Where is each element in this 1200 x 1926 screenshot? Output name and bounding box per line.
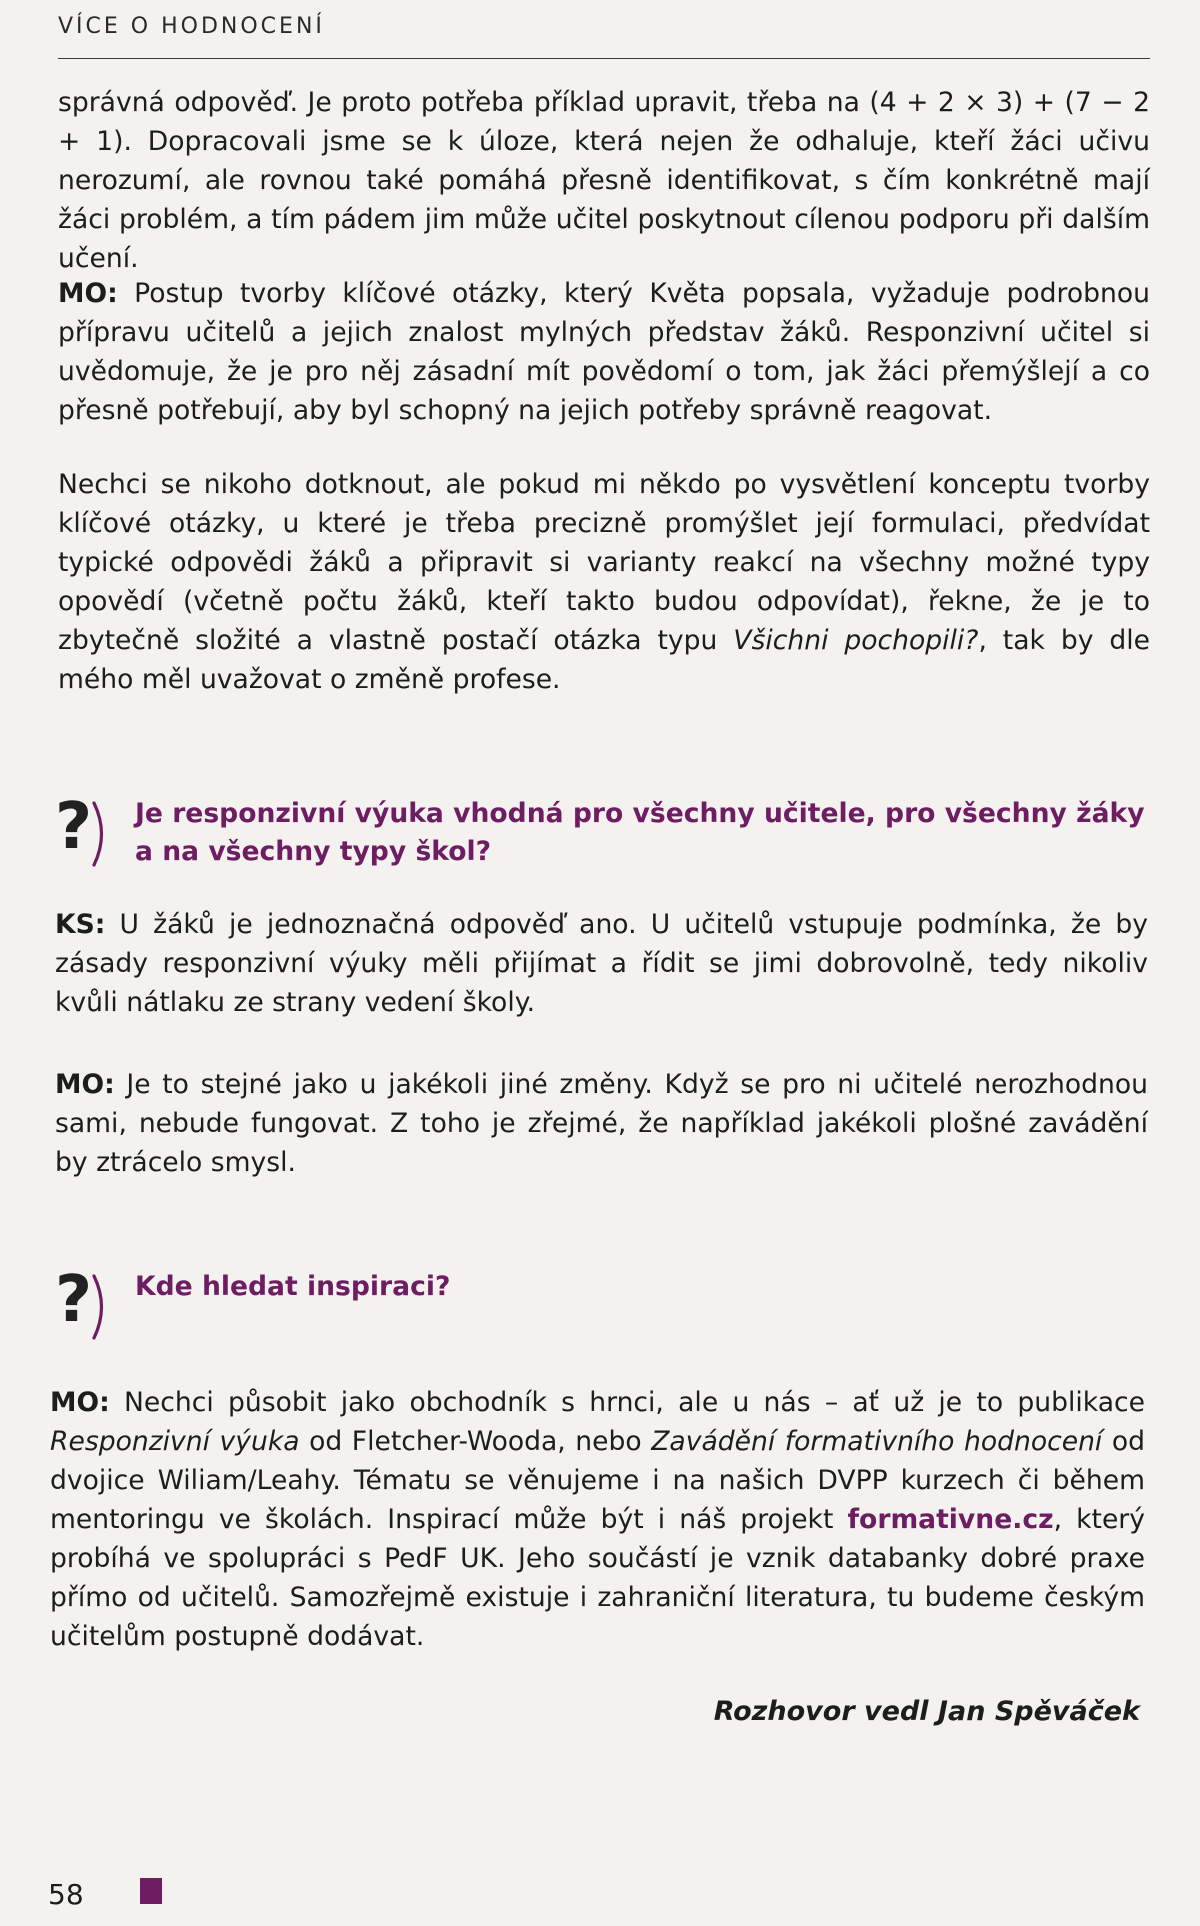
answer-text: , který probíhá ve spolupráci s PedF UK. Jeho součástí je vznik databanky dobré praxe přímo od učitelů. Samozřejmě existuje i zahraniční literatura, tu budeme českým učitelům postupně dodávat. [50,1504,1145,1652]
speaker-label: MO: [58,278,118,309]
question-line-2: a na všechny typy škol? [135,836,492,867]
book-title: Zavádění formativního hodnocení [651,1426,1103,1457]
speaker-label: MO: [55,1069,115,1100]
mo-answer-1-continued [58,465,1150,699]
running-head: VÍCE O HODNOCENÍ [58,14,325,39]
quoted-question: Všichni pochopili? [733,625,979,656]
answer-text: od dvojice Wiliam/Leahy. Tématu se věnujeme i na našich DVPP kurzech či během mentoringu ve školách. Inspirací může být i náš projekt [50,1426,1146,1535]
mo-answer-1 [58,274,1150,430]
book-title: Responzivní výuka [50,1426,300,1457]
question-text [135,795,1145,871]
page-number: 58 [48,1878,84,1911]
question-line-1: Je responzivní výuka vhodná pro všechny učitele, pro všechny žáky [135,798,1145,829]
answer-text: Postup tvorby klíčové otázky, který Květa popsala, vyžaduje podrobnou přípravu učitelů a jejich znalost mylných představ žáků. Responzivní učitel si uvědomuje, že je pro něj zásadní mít povědomí o tom, jak žáci přemýšlejí a co přesně potřebují, aby byl schopný na jejich potřeby správně reagovat. [58,278,1150,426]
question-text [135,1268,1135,1306]
project-link[interactable]: formativne.cz [847,1504,1054,1535]
answer-text: Nechci se nikoho dotknout, ale pokud mi někdo po vysvětlení konceptu tvorby klíčové otázky, u které je třeba precizně promýšlet její formulaci, předvídat typické odpovědi žáků a připravit si varianty reakcí na všechny možné typy opovědí (včetně počtu žáků, kteří takto budou odpovídat), řekne, že je to zbytečně složité a vlastně postačí otázka typu [58,469,1150,656]
intro-paragraph [58,83,1150,278]
question-heading-responsive-teaching [55,790,1145,875]
answer-text: Je to stejné jako u jakékoli jiné změny. Když se pro ni učitelé nerozhodnou sami, nebude fungovat. Z toho je zřejmé, že například jakékoli plošné zavádění by ztrácelo smysl. [55,1069,1148,1178]
interview-signature: Rozhovor vedl Jan Spěváček [713,1696,1140,1727]
question-heading-inspiration [55,1263,1135,1348]
question-mark-icon: ? [55,1263,93,1337]
paren-icon [91,801,111,867]
ks-answer-2 [55,905,1148,1022]
paren-icon [91,1274,111,1340]
mo-answer-3 [50,1383,1145,1656]
question-line-1: Kde hledat inspiraci? [135,1271,451,1302]
answer-text: od Fletcher-Wooda, nebo [299,1426,652,1457]
speaker-label: KS: [55,909,106,940]
page-marker-square [140,1878,162,1904]
question-mark-icon: ? [55,790,93,864]
mo-answer-2 [55,1065,1148,1182]
answer-text: Nechci působit jako obchodník s hrnci, ale u nás – ať už je to publikace [109,1387,1145,1418]
intro-paragraph-text: správná odpověď. Je proto potřeba příklad upravit, třeba na (4 + 2 × 3) + (7 − 2 + 1). Dopracovali jsme se k úloze, která nejen že odhaluje, kteří žáci učivu nerozumí, ale rovnou také pomáhá přesně identifikovat, s čím konkrétně mají žáci problém, a tím pádem jim může učitel poskytnout cílenou podporu při dalším učení. [58,87,1150,274]
speaker-label: MO: [50,1387,110,1418]
header-rule [58,58,1150,59]
answer-text-end: , tak by dle mého měl uvažovat o změně profese. [58,625,1151,695]
answer-text: U žáků je jednoznačná odpověď ano. U učitelů vstupuje podmínka, že by zásady responzivní výuky měli přijímat a řídit se jimi dobrovolně, tedy nikoliv kvůli nátlaku ze strany vedení školy. [55,909,1148,1018]
